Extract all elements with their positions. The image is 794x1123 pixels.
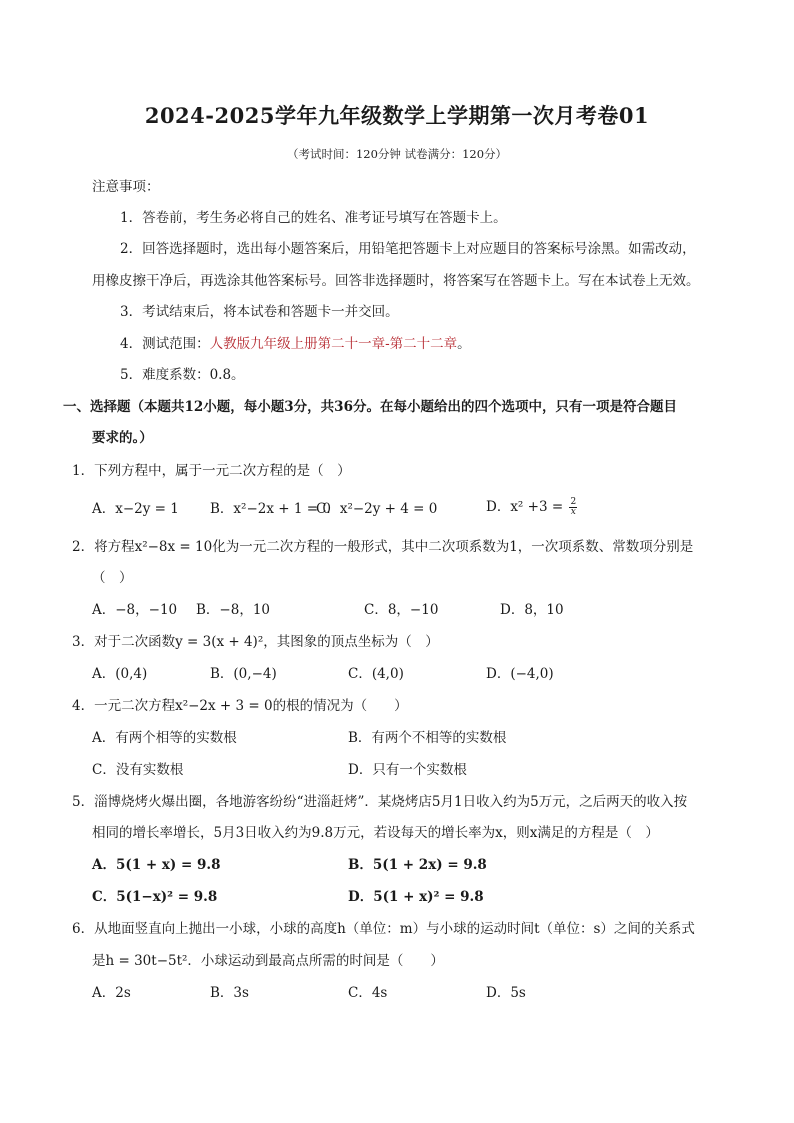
section-1-heading-line-1: 一、选择题（本题共12小题，每小题3分，共36分。在每小题给出的四个选项中，只有一项是符合题目 <box>63 399 677 415</box>
question-5-stem-line-2: 相同的增长率增长，5月3日收入约为9.8万元，若设每天的增长率为x，则x满足的方程是（ ） <box>92 825 659 841</box>
question-4-option-b: B．有两个不相等的实数根 <box>348 730 507 746</box>
question-5-option-a: A．5(1 + x) = 9.8 <box>92 857 221 873</box>
question-1-option-b: B．x²−2x + 1 = 0 <box>210 501 331 517</box>
question-1-option-d-text: D．x² +3 = <box>486 499 564 515</box>
test-range: 人教版九年级上册第二十一章-第二十二章 <box>209 336 458 352</box>
question-3-option-a: A．(0,4) <box>92 666 148 682</box>
note-2-line-1: 2．回答选择题时，选出每小题答案后，用铅笔把答题卡上对应题目的答案标号涂黑。如需改动， <box>120 241 696 257</box>
question-2-option-b: B．−8，10 <box>196 602 270 618</box>
section-1-heading-line-2: 要求的。） <box>92 430 153 446</box>
question-4-option-a: A．有两个相等的实数根 <box>92 730 237 746</box>
question-2-stem-line-2: （ ） <box>92 570 133 586</box>
question-2-option-c: C．8，−10 <box>364 602 439 618</box>
question-2-stem-line-1: 2．将方程x²−8x = 10化为一元二次方程的一般形式，其中二次项系数为1，一次项系数、常数项分别是 <box>72 539 694 555</box>
question-5-option-d: D．5(1 + x)² = 9.8 <box>348 889 484 905</box>
question-6-option-d: D．5s <box>486 985 526 1001</box>
question-5-option-b: B．5(1 + 2x) = 9.8 <box>348 857 487 873</box>
page-title: 2024-2025学年九年级数学上学期第一次月考卷01 <box>144 103 650 128</box>
question-1-option-c: C．x²−2y + 4 = 0 <box>316 501 438 517</box>
question-2-option-a: A．−8，−10 <box>92 602 178 618</box>
question-6-stem-line-2: 是h = 30t−5t²．小球运动到最高点所需的时间是（ ） <box>92 953 444 969</box>
question-6-option-a: A．2s <box>92 985 131 1001</box>
note-1: 1．答卷前，考生务必将自己的姓名、准考证号填写在答题卡上。 <box>120 210 507 226</box>
question-1-option-a: A．x−2y = 1 <box>92 501 179 517</box>
fraction-numerator: 2 <box>570 497 577 507</box>
question-4-option-d: D．只有一个实数根 <box>348 762 467 778</box>
question-4-stem: 4．一元二次方程x²−2x + 3 = 0的根的情况为（ ） <box>72 698 408 714</box>
note-5: 5．难度系数：0.8。 <box>120 367 245 383</box>
question-3-option-b: B．(0,−4) <box>210 666 277 682</box>
question-6-option-b: B．3s <box>210 985 249 1001</box>
question-1-stem: 1．下列方程中，属于一元二次方程的是（ ） <box>72 463 351 479</box>
exam-time-info: （考试时间：120分钟 试卷满分：120分） <box>286 147 508 161</box>
question-2-option-d: D．8，10 <box>500 602 564 618</box>
fraction <box>569 498 577 517</box>
note-4-prefix: 4．测试范围： <box>120 336 210 352</box>
question-1-option-d <box>486 498 577 517</box>
question-3-option-d: D．(−4,0) <box>486 666 554 682</box>
question-3-stem: 3．对于二次函数y = 3(x + 4)²，其图象的顶点坐标为（ ） <box>72 634 439 650</box>
question-6-option-c: C．4s <box>348 985 388 1001</box>
notes-heading: 注意事项： <box>92 179 160 195</box>
note-2-line-2: 用橡皮擦干净后，再选涂其他答案标号。回答非选择题时，将答案写在答题卡上。写在本试卷上无效。 <box>92 273 700 289</box>
note-3: 3．考试结束后，将本试卷和答题卡一并交回。 <box>120 304 399 320</box>
question-5-option-c: C．5(1−x)² = 9.8 <box>92 889 218 905</box>
note-4 <box>120 335 471 353</box>
note-4-suffix: 。 <box>457 336 471 352</box>
question-5-stem-line-1: 5．淄博烧烤火爆出圈，各地游客纷纷“进淄赶烤”．某烧烤店5月1日收入约为5万元，之后两天的收入按 <box>72 794 688 810</box>
fraction-denominator: x <box>570 507 576 517</box>
question-3-option-c: C．(4,0) <box>348 666 404 682</box>
question-4-option-c: C．没有实数根 <box>92 762 184 778</box>
question-6-stem-line-1: 6．从地面竖直向上抛出一小球，小球的高度h（单位：m）与小球的运动时间t（单位：s）之间的关系式 <box>72 921 695 937</box>
